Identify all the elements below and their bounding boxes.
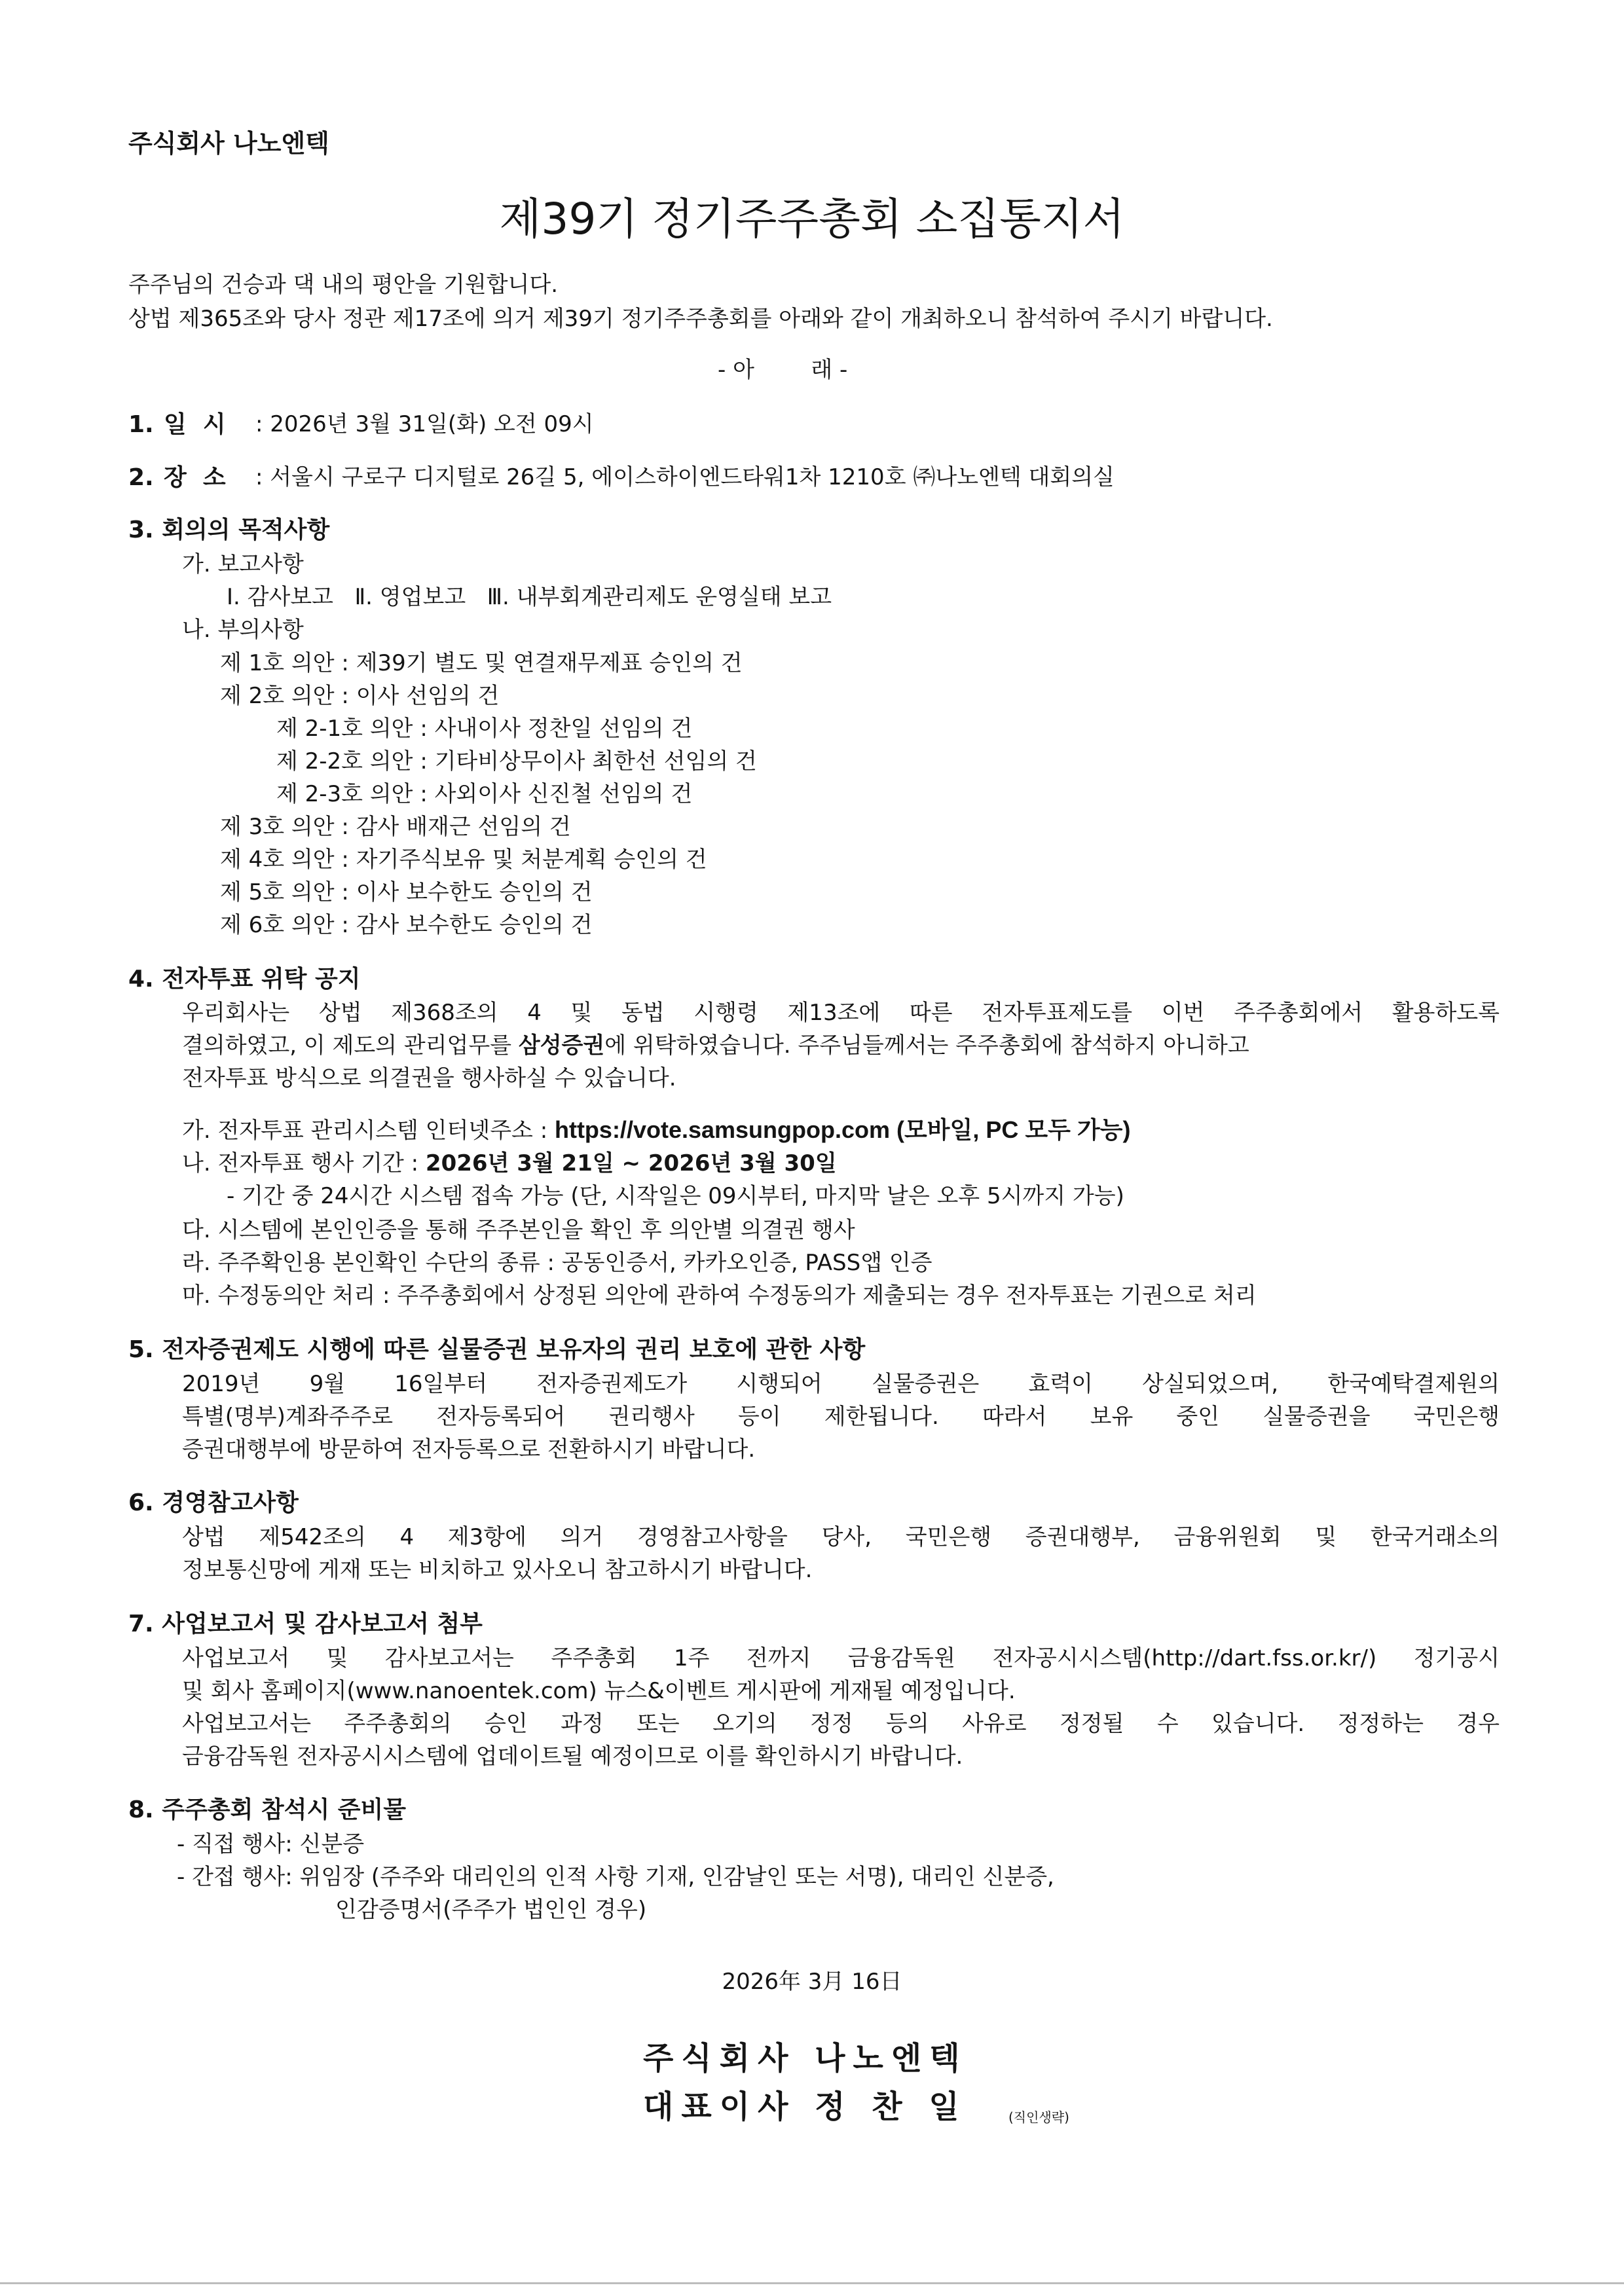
broker-name: 삼성증권 [518, 1032, 605, 1059]
reports-line: 사업보고서는 주주총회의 승인 과정 또는 오기의 정정 등의 사유로 정정될 수 있습니다. 정정하는 경우 [182, 1711, 1500, 1737]
mgmt-line: 정보통신망에 게재 또는 비치하고 있사오니 참고하시기 바랍니다. [182, 1557, 813, 1583]
mgmt-line: 상법 제542조의 4 제3항에 의거 경영참고사항을 당사, 국민은행 증권대행부, 금융위원회 및 한국거래소의 [182, 1524, 1500, 1550]
reports-line: 금융감독원 전자공시시스템에 업데이트될 예정이므로 이를 확인하시기 바랍니다. [182, 1743, 963, 1770]
evote-item-d: 라. 주주확인용 본인확인 수단의 종류 : 공동인증서, 카카오인증, PASS앱 인증 [182, 1250, 932, 1276]
evote-period-label: 나. 전자투표 행사 기간 : [182, 1150, 426, 1176]
evote-paragraph-line-2 [182, 1034, 1249, 1057]
agenda-item: 제 4호 의안 : 자기주식보유 및 처분계획 승인의 건 [220, 847, 707, 873]
reports-line: 사업보고서 및 감사보고서는 주주총회 1주 전까지 금융감독원 전자공시시스템(http://dart.fss.or.kr/) 정기공시 [182, 1645, 1500, 1671]
agenda-item: 제 2호 의안 : 이사 선임의 건 [220, 683, 500, 709]
esecurities-line: 2019년 9월 16일부터 전자증권제도가 시행되어 실물증권은 효력이 상실되었으며, 한국예탁결제원의 [182, 1371, 1500, 1397]
agenda-heading: 3. 회의의 목적사항 [128, 517, 330, 543]
mgmt-heading: 6. 경영참고사항 [128, 1489, 299, 1516]
venue-label: 장 소 [164, 464, 226, 491]
datetime-value: : 2026년 3월 31일(화) 오전 09시 [255, 411, 594, 437]
report-title: 가. 보고사항 [182, 551, 304, 577]
evote-url-label: 가. 전자투표 관리시스템 인터넷주소 : [182, 1118, 555, 1144]
intro-line-1: 주주님의 건승과 댁 내의 평안을 기원합니다. [128, 272, 559, 298]
esecurities-heading: 5. 전자증권제도 시행에 따른 실물증권 보유자의 권리 보호에 관한 사항 [128, 1336, 866, 1363]
agenda-subitem: 제 2-1호 의안 : 사내이사 정찬일 선임의 건 [276, 716, 693, 742]
evote-paragraph-line-1: 우리회사는 상법 제368조의 4 및 동법 시행령 제13조에 따른 전자투표제도를 이번 주주총회에서 활용하도록 [182, 1000, 1500, 1026]
evote-item-b-sub: - 기간 중 24시간 시스템 접속 가능 (단, 시작일은 09시부터, 마지막 날은 오후 5시까지 가능) [227, 1183, 1124, 1209]
prep-direct: - 직접 행사: 신분증 [177, 1831, 365, 1857]
company-header: 주식회사 나노엔텍 [128, 129, 329, 158]
esecurities-line: 특별(명부)계좌주주로 전자등록되어 권리행사 등이 제한됩니다. 따라서 보유 중인 실물증권을 국민은행 [182, 1404, 1500, 1430]
scan-bottom-edge [0, 2282, 1624, 2284]
agenda-subitem: 제 2-3호 의안 : 사외이사 신진철 선임의 건 [276, 781, 693, 807]
reports-line: 및 회사 홈페이지(www.nanoentek.com) 뉴스&이벤트 게시판에 게재될 예정입니다. [182, 1678, 1016, 1704]
reports-heading: 7. 사업보고서 및 감사보고서 첨부 [128, 1611, 483, 1637]
signature-ceo: 대표이사 정 찬 일 [643, 2088, 967, 2125]
page-title: 제39기 정기주주총회 소집통지서 [499, 194, 1125, 244]
evote-heading: 4. 전자투표 위탁 공지 [128, 966, 361, 993]
resolution-title: 나. 부의사항 [182, 617, 304, 643]
notice-date: 2026年 3月 16日 [722, 1969, 902, 1995]
report-items: Ⅰ. 감사보고 Ⅱ. 영업보고 Ⅲ. 내부회계관리제도 운영실태 보고 [227, 584, 832, 610]
evote-line-2-pre: 결의하였고, 이 제도의 관리업무를 [182, 1032, 519, 1059]
datetime-number: 1. [128, 411, 154, 438]
agenda-item: 제 5호 의안 : 이사 보수한도 승인의 건 [220, 879, 593, 905]
venue-number: 2. [128, 464, 154, 491]
evote-item-a [182, 1118, 1130, 1142]
prep-heading: 8. 주주총회 참석시 준비물 [128, 1796, 407, 1823]
agenda-subitem: 제 2-2호 의안 : 기타비상무이사 최한선 선임의 건 [276, 748, 757, 774]
seal-omitted-note: (직인생략) [1008, 2109, 1069, 2125]
agenda-item: 제 6호 의안 : 감사 보수한도 승인의 건 [220, 912, 593, 938]
evote-paragraph-line-3: 전자투표 방식으로 의결권을 행사하실 수 있습니다. [182, 1065, 676, 1091]
prep-indirect-1: - 간접 행사: 위임장 (주주와 대리인의 인적 사항 기재, 인감날인 또는 서명), 대리인 신분증, [177, 1864, 1054, 1890]
evote-period: 2026년 3월 21일 ~ 2026년 3월 30일 [425, 1150, 837, 1176]
prep-indirect-2: 인감증명서(주주가 법인인 경우) [335, 1897, 647, 1923]
evote-item-b [182, 1152, 837, 1175]
esecurities-line: 증권대행부에 방문하여 전자등록으로 전환하시기 바랍니다. [182, 1436, 756, 1463]
intro-line-2: 상법 제365조와 당사 정관 제17조에 의거 제39기 정기주주총회를 아래와 같이 개최하오니 참석하여 주시기 바랍니다. [128, 306, 1273, 332]
evote-line-2-post: 에 위탁하였습니다. 주주님들께서는 주주총회에 참석하지 아니하고 [604, 1032, 1249, 1059]
venue-value: : 서울시 구로구 디지털로 26길 5, 에이스하이엔드타워1차 1210호 ㈜나노엔텍 대회의실 [255, 464, 1115, 490]
agenda-item: 제 3호 의안 : 감사 배재근 선임의 건 [220, 814, 571, 840]
below-marker: - 아 래 - [718, 357, 848, 383]
datetime-label: 일 시 [164, 411, 226, 438]
evote-url[interactable]: https://vote.samsungpop.com (모바일, PC 모두 가능) [554, 1116, 1131, 1143]
agenda-item: 제 1호 의안 : 제39기 별도 및 연결재무제표 승인의 건 [220, 650, 743, 676]
evote-item-e: 마. 수정동의안 처리 : 주주총회에서 상정된 의안에 관하여 수정동의가 제출되는 경우 전자투표는 기권으로 처리 [182, 1283, 1257, 1309]
evote-item-c: 다. 시스템에 본인인증을 통해 주주본인을 확인 후 의안별 의결권 행사 [182, 1217, 855, 1243]
signature-company: 주식회사 나노엔텍 [643, 2040, 968, 2077]
